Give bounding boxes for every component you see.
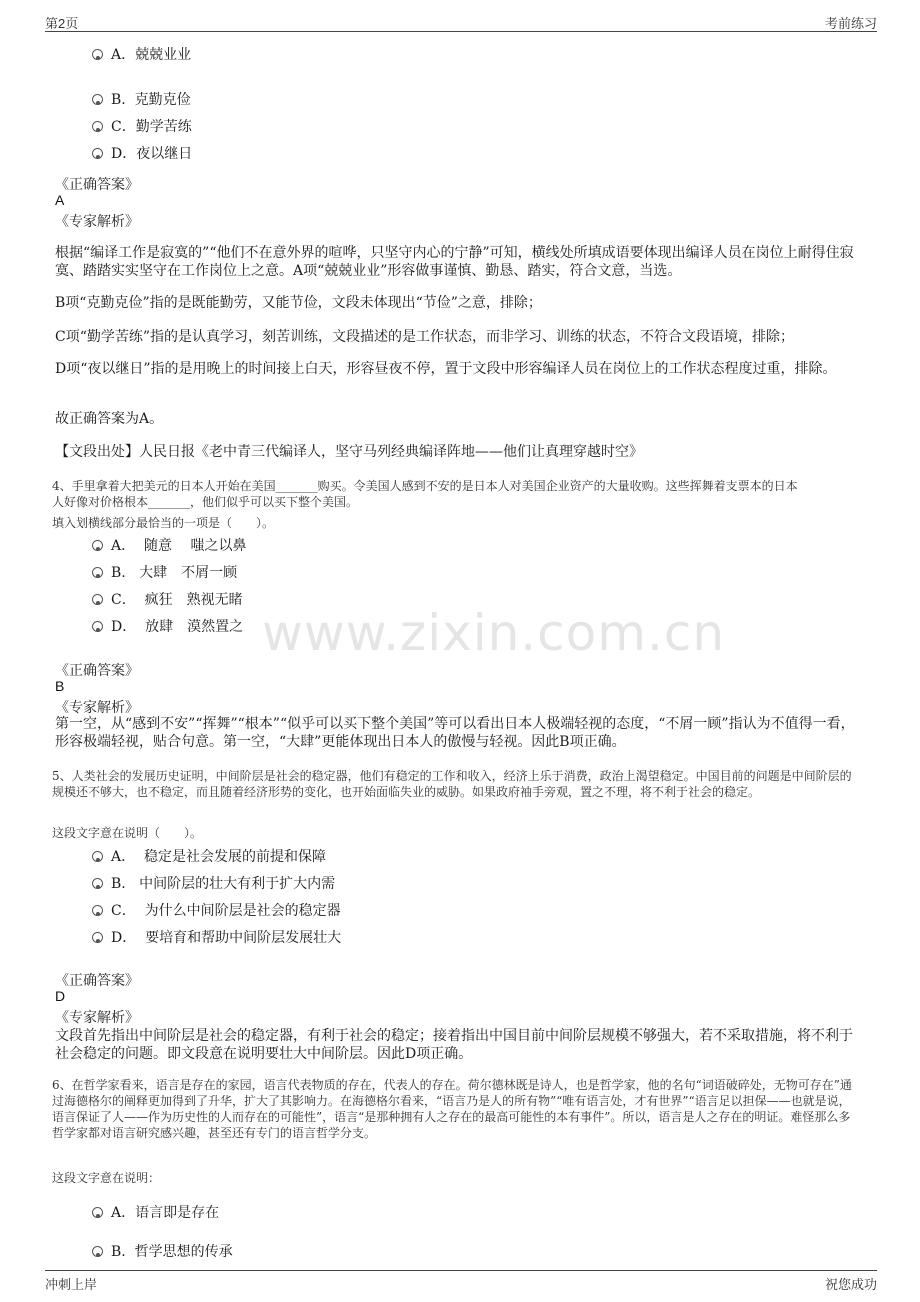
question-stem: 5、人类社会的发展历史证明，中间阶层是社会的稳定器，他们有稳定的工作和收入，经济上乐于消费，政治上渴望稳定。中国目前的问题是中间阶层的规模还不够大，也不稳定，而且随着经济形势的变化，也开始面临失业的威胁。如果政府袖手旁观，置之不理，将不利于社会的稳定。 [52, 769, 852, 799]
question-prompt: 填入划横线部分最恰当的一项是（ ）。 [52, 516, 275, 530]
radio-icon[interactable] [92, 121, 103, 132]
answer-value: D [55, 988, 66, 1004]
analysis-paragraph: 故正确答案为A。 [55, 411, 164, 427]
radio-icon[interactable] [92, 49, 103, 60]
q3-option-d[interactable]: D．夜以继日 [92, 145, 192, 163]
page-footer [45, 1270, 877, 1292]
q4-option-d[interactable]: D． 放肆 漠然置之 [92, 618, 243, 636]
analysis-label: 《专家解析》 [55, 214, 139, 230]
q5-option-c[interactable]: C． 为什么中间阶层是社会的稳定器 [92, 902, 341, 920]
q3-option-c[interactable]: C．勤学苦练 [92, 118, 192, 136]
q5-option-d[interactable]: D． 要培育和帮助中间阶层发展壮大 [92, 929, 341, 947]
q6-option-a[interactable]: A．语言即是存在 [92, 1204, 219, 1222]
radio-icon[interactable] [92, 932, 103, 943]
question-stem: 6、在哲学家看来，语言是存在的家园，语言代表物质的存在，代表人的存在。荷尔德林既是诗人，也是哲学家，他的名句“词语破碎处，无物可存在”通过海德格尔的阐释更加得到了升华，扩大了其影响力。在海德格尔看来，“语言乃是人的所有物”“唯有语言处，才有世界”“语言足以担保——也就是说，语言保证了人——作为历史性的人而存在的可能性”，语言“是那种拥有人之存在的最高可能性的本有事件”。所以，语言是人之存在的明证。难怪那么多哲学家都对语言研究感兴趣，甚至还有专门的语言哲学分支。 [52, 1078, 852, 1140]
analysis-paragraph: 第一空，从“感到不安”“挥舞”“根本”“似乎可以买下整个美国”等可以看出日本人极端轻视的态度，“不屑一顾”指认为不值得一看，形容极端轻视，贴合句意。第一空，“大肆”更能体现出日本人的傲慢与轻视。因此B项正确。 [55, 716, 855, 750]
q5-option-a[interactable]: A． 稳定是社会发展的前提和保障 [92, 848, 326, 866]
watermark: www.zixin.com.cn [262, 604, 726, 662]
q4-option-a[interactable]: A． 随意 嗤之以鼻 [92, 537, 246, 555]
footer-right: 祝您成功 [824, 1278, 877, 1293]
analysis-paragraph: 根据“编译工作是寂寞的”“他们不在意外界的喧哗，只坚守内心的宁静”可知，横线处所填成语要体现出编译人员在岗位上耐得住寂寞、踏踏实实坚守在工作岗位上之意。A项“兢兢业业”形容做事谨慎、勤恳、踏实，符合文意，当选。 [55, 245, 854, 279]
analysis-paragraph: D项“夜以继日”指的是用晚上的时间接上白天，形容昼夜不停，置于文段中形容编译人员在岗位上的工作状态程度过重，排除。 [55, 361, 837, 377]
radio-icon[interactable] [92, 1207, 103, 1218]
radio-icon[interactable] [92, 878, 103, 889]
q3-option-b[interactable]: B. 克勤克俭 [92, 91, 191, 109]
answer-value: B [55, 678, 65, 694]
question-stem: 4、手里拿着大把美元的日本人开始在美国_______购买。令美国人感到不安的是日本人对美国企业资产的大量收购。这些挥舞着支票本的日本 人好像对价格根本_______，他们似乎可以买下整个美国。 [52, 479, 798, 509]
radio-icon[interactable] [92, 567, 103, 578]
page-number: 第2页 [45, 16, 79, 32]
analysis-paragraph: B项“克勤克俭”指的是既能勤劳，又能节俭，文段未体现出“节俭”之意，排除； [55, 295, 542, 311]
question-prompt: 这段文字意在说明： [52, 1171, 161, 1185]
q5-option-b[interactable]: B. 中间阶层的壮大有利于扩大内需 [92, 875, 335, 893]
analysis-paragraph: C项“勤学苦练”指的是认真学习，刻苦训练，文段描述的是工作状态，而非学习、训练的状态，不符合文段语境，排除； [55, 329, 795, 345]
analysis-paragraph: 文段首先指出中间阶层是社会的稳定器，有利于社会的稳定；接着指出中国目前中间阶层规模不够强大，若不采取措施，将不利于社会稳定的问题。即文段意在说明要壮大中间阶层。因此D项正确。 [55, 1028, 853, 1062]
question-prompt: 这段文字意在说明（ ）。 [52, 826, 203, 840]
radio-icon[interactable] [92, 540, 103, 551]
q6-option-b[interactable]: B. 哲学思想的传承 [92, 1243, 233, 1261]
radio-icon[interactable] [92, 905, 103, 916]
analysis-label: 《专家解析》 [55, 1010, 139, 1026]
q4-option-b[interactable]: B. 大肆 不屑一顾 [92, 564, 237, 582]
page-header [45, 13, 877, 32]
footer-left: 冲刺上岸 [45, 1278, 98, 1293]
radio-icon[interactable] [92, 94, 103, 105]
radio-icon[interactable] [92, 1246, 103, 1257]
source-citation: 【文段出处】人民日报《老中青三代编译人，坚守马列经典编译阵地——他们让真理穿越时空》 [55, 444, 643, 460]
radio-icon[interactable] [92, 621, 103, 632]
header-title: 考前练习 [824, 17, 877, 32]
radio-icon[interactable] [92, 851, 103, 862]
answer-label: 《正确答案》 [55, 177, 139, 193]
analysis-label: 《专家解析》 [55, 700, 139, 716]
answer-label: 《正确答案》 [55, 663, 139, 679]
q4-option-c[interactable]: C． 疯狂 熟视无睹 [92, 591, 243, 609]
radio-icon[interactable] [92, 594, 103, 605]
answer-value: A [55, 192, 65, 208]
q3-option-a[interactable]: A．兢兢业业 [92, 46, 191, 64]
answer-label: 《正确答案》 [55, 973, 139, 989]
radio-icon[interactable] [92, 148, 103, 159]
